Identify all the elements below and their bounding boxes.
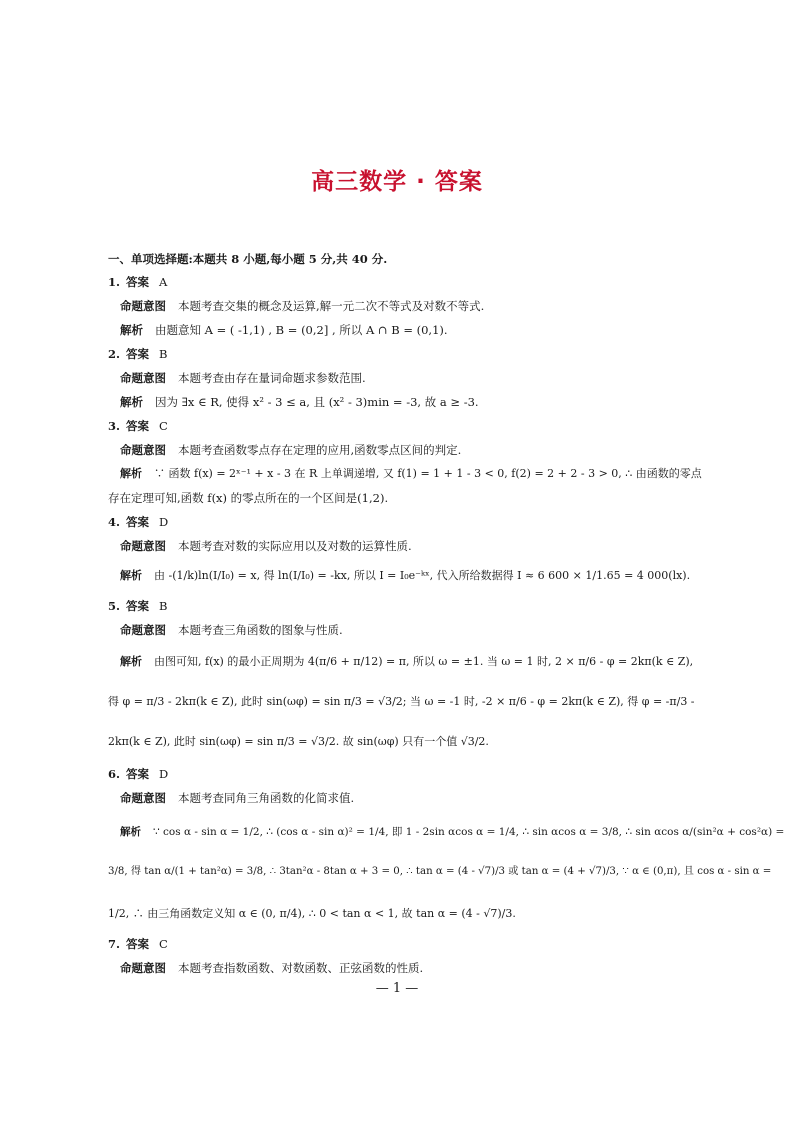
question-4-analysis: 解析 由 -(1/k)ln(I/I₀) = x, 得 ln(I/I₀) = -kx, 所以 I = I₀e⁻ᵏˣ, 代入所给数据得 I ≈ 6 600 × 1/1.65 = 4 000(lx). [120, 569, 691, 582]
question-4-answer: 4. 答案 D [108, 515, 169, 529]
question-6-answer: 6. 答案 D [108, 767, 169, 781]
question-6-analysis: 解析 ∵ cos α - sin α = 1/2, ∴ (cos α - sin α)² = 1/4, 即 1 - 2sin αcos α = 1/4, ∴ sin αcos α = 3/8, ∴ sin αcos α/(sin²α + cos²α) = [120, 826, 785, 838]
question-1-analysis: 解析 由题意知 A = ( -1,1) , B = (0,2] , 所以 A ∩ B = (0,1). [120, 323, 448, 337]
page-title: 高三数学 · 答案 [311, 169, 483, 195]
question-7-answer: 7. 答案 C [108, 937, 168, 951]
page-number: — 1 — [375, 981, 419, 996]
question-5-analysis-cont-1: 得 φ = π/3 - 2kπ(k ∈ Z), 此时 sin(ωφ) = sin π/3 = √3/2; 当 ω = -1 时, -2 × π/6 - φ = 2kπ(k ∈ Z), 得 φ = -π/3 - [108, 695, 695, 708]
question-2-answer: 2. 答案 B [108, 347, 168, 361]
question-3-answer: 3. 答案 C [108, 419, 168, 433]
question-3-analysis: 解析 ∵ 函数 f(x) = 2ˣ⁻¹ + x - 3 在 R 上单调递增, 又 f(1) = 1 + 1 - 3 < 0, f(2) = 2 + 2 - 3 > 0, ∴ 由函数的零点 [120, 467, 702, 480]
section-heading: 一、单项选择题:本题共 8 小题,每小题 5 分,共 40 分. [108, 252, 388, 266]
question-5-analysis: 解析 由图可知, f(x) 的最小正周期为 4(π/6 + π/12) = π, 所以 ω = ±1. 当 ω = 1 时, 2 × π/6 - φ = 2kπ(k ∈ Z), [120, 655, 694, 668]
question-1-intent: 命题意图 本题考查交集的概念及运算,解一元二次不等式及对数不等式. [120, 299, 485, 313]
question-6-analysis-cont-2: 1/2, ∴ 由三角函数定义知 α ∈ (0, π/4), ∴ 0 < tan α < 1, 故 tan α = (4 - √7)/3. [108, 907, 516, 920]
question-4-intent: 命题意图 本题考查对数的实际应用以及对数的运算性质. [120, 539, 412, 553]
question-6-intent: 命题意图 本题考查同角三角函数的化简求值. [120, 791, 355, 805]
question-5-answer: 5. 答案 B [108, 599, 168, 613]
question-2-analysis: 解析 因为 ∃x ∈ R, 使得 x² - 3 ≤ a, 且 (x² - 3)min = -3, 故 a ≥ -3. [120, 395, 479, 409]
question-5-analysis-cont-2: 2kπ(k ∈ Z), 此时 sin(ωφ) = sin π/3 = √3/2. 故 sin(ωφ) 只有一个值 √3/2. [108, 735, 489, 748]
question-7-intent: 命题意图 本题考查指数函数、对数函数、正弦函数的性质. [120, 961, 424, 975]
question-6-analysis-cont-1: 3/8, 得 tan α/(1 + tan²α) = 3/8, ∴ 3tan²α - 8tan α + 3 = 0, ∴ tan α = (4 - √7)/3 或 tan α = (4 + √7)/3, ∵ α ∈ (0,π), 且 cos α - sin α = [108, 866, 772, 877]
question-2-intent: 命题意图 本题考查由存在量词命题求参数范围. [120, 371, 366, 385]
question-5-intent: 命题意图 本题考查三角函数的图象与性质. [120, 623, 343, 637]
question-3-intent: 命题意图 本题考查函数零点存在定理的应用,函数零点区间的判定. [120, 443, 462, 457]
question-1-answer: 1. 答案 A [108, 275, 168, 289]
question-3-analysis-cont: 存在定理可知,函数 f(x) 的零点所在的一个区间是(1,2). [108, 491, 389, 505]
